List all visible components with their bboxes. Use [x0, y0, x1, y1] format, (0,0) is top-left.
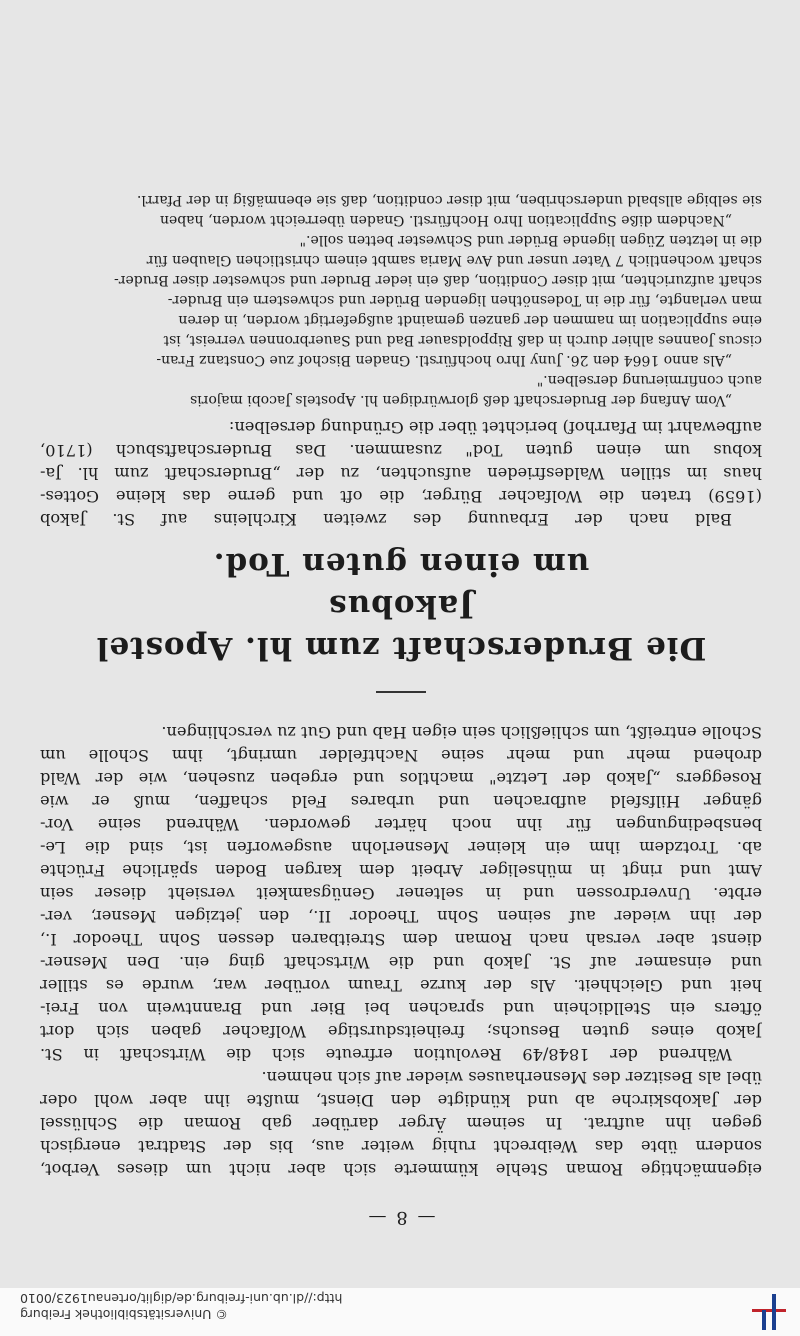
quote-line: „Als anno 1664 den 26. Juny Ihro hochfürstl. Gnaden Bischof zue Constanz Fran-	[156, 352, 732, 368]
paragraph-1	[40, 1066, 762, 1181]
quote-line: schaft aufzurichten, mit diser Condition, daß ein ieder Bruder und schwester diser Bruder-	[114, 272, 762, 288]
text-line: Scholle entreißt, um schließlich sein eigen Hab und Gut zu verschlingen.	[161, 723, 762, 742]
quote-line: eine supplication im nammen der ganzen gemaindt außgefertigt worden, in deren	[178, 312, 762, 328]
text-line: (1659) traten die Wolfacher Bürger, die oft und gerne das kleine Gottes-	[40, 487, 762, 506]
text-line: der ihn wieder auf seinen Sohn Theodor II., den jetzigen Mesner, ver-	[40, 907, 762, 926]
text-line: bensbedingungen für ihn noch härter geworden. Während seine Vor-	[40, 815, 762, 834]
quotation-block	[40, 190, 762, 410]
heading-line: um einen guten Tod.	[212, 546, 590, 582]
heading-line: Die Bruderschaft zum hl. Apostel Jakobus	[95, 588, 707, 666]
text-line: Während der 1848/49 Revolution erfreute sich die Wirtschaft in St.	[40, 1045, 732, 1064]
text-line: Jakob eines guten Besuchs; freiheitsdurstige Wolfacher gaben sich dort	[40, 1022, 762, 1041]
text-line: übel als Besitzer des Mesnerhauses wieder auf sich nehmen.	[261, 1068, 762, 1087]
text-line: gänger Hilfsfeld aufbrachen und urbares Feld schaffen, muß er wie	[40, 792, 762, 811]
quote-line: ciscus Joannes alhier durch in daß Rippoldsauer Bad und Sauerbronnen verreist, ist	[163, 332, 762, 348]
ub-freiburg-logo-icon	[752, 1294, 786, 1330]
quote-line: sie selbige allsbald underschriben, mit diser condition, daß sie ebenmäßig in der Pfarrl.	[136, 192, 762, 208]
text-line: aufbewahrt im Pfarrhof) berichtet über die Gründung derselben:	[228, 418, 762, 437]
quote-line: „Vom Anfang der Bruderschaft deß glorwürdigen hl. Apostels Jacobi majoris	[190, 392, 732, 408]
text-block	[40, 190, 762, 1228]
section-divider	[376, 691, 426, 693]
copyright-credit: © Universitätsbibliothek Freiburg	[20, 1307, 228, 1322]
text-line: eigenmächtige Roman Stehle kümmerte sich aber nicht um dieses Verbot,	[40, 1160, 762, 1179]
text-line: öfters ein Stelldichein und sprachen bei Bier und Branntwein von Frei-	[40, 999, 762, 1018]
library-footer	[0, 1288, 800, 1336]
text-line: kobus um einen guten Tod" zusammen. Das Bruderschaftsbuch (1710,	[40, 441, 762, 460]
text-line: drohend mehr und mehr seine Nachtfelder umringt, ihm Scholle um	[40, 746, 762, 765]
paragraph-2	[40, 721, 762, 1066]
text-line: Roseggers „Jakob der Letzte" machtlos und ergeben zusehen, wie der Wald	[40, 769, 762, 788]
text-line: sondern übte das Weibrecht ruhig weiter aus, bis der Stadtrat energisch	[40, 1137, 762, 1156]
quote-line: auch confirmierung derselben."	[536, 372, 762, 388]
source-url[interactable]: http://dl.ub.uni-freiburg.de/diglit/ortenau1923/0010	[20, 1291, 343, 1306]
text-line: erbte. Unverdrossen und in seltener Genügsamkeit versieht dieser sein	[40, 884, 762, 903]
page-number: — 8 —	[366, 1207, 436, 1228]
text-line: dienst aber versah nach Roman dem Streitbaren dessen Sohn Theodor I.,	[40, 930, 762, 949]
text-line: heit und Gleichheit. Als der kurze Traum vorüber war, wurde es stiller	[40, 976, 762, 995]
paragraph-3	[40, 416, 762, 531]
text-line: und einsamer auf St. Jakob und die Wirtschaft ging ein. Den Mesner-	[40, 953, 762, 972]
text-line: haus im stillen Waldesfrieden aufsuchten, zu der „Bruderschaft zum hl. Ja-	[40, 464, 762, 483]
quote-line: man verlangte, für die in Todesnöthen ligenden Brüder und schwestern ein Bruder-	[167, 292, 762, 308]
text-line: der Jakobskirche ab und kündigte den Dienst, mußte ihn aber wohl oder	[40, 1091, 762, 1110]
quote-line: die in letzten Zügen ligende Brüder und Schwester betten solle."	[299, 232, 762, 248]
quote-line: „Nachdem diße Supplication Ihro Hochfürstl. Gnaden überreicht worden, haben	[159, 212, 732, 228]
section-heading	[40, 543, 762, 669]
text-line: Amt und ringt in mühseliger Arbeit dem kargen Boden spärliche Früchte	[40, 861, 762, 880]
text-line: ab. Trotzdem ihm ein kleiner Mesnerlohn ausgeworfen ist, sind die Le-	[40, 838, 762, 857]
quote-line: schaft wochentlich 7 Vater unser und Ave Maria sambt einem christlichen Glauben für	[146, 252, 762, 268]
text-line: Bald nach der Erbauung des zweiten Kirchleins auf St. Jakob	[40, 510, 732, 529]
text-line: gegen ihn auftrat. In seinem Ärger darüber gab Roman die Schlüssel	[40, 1114, 762, 1133]
